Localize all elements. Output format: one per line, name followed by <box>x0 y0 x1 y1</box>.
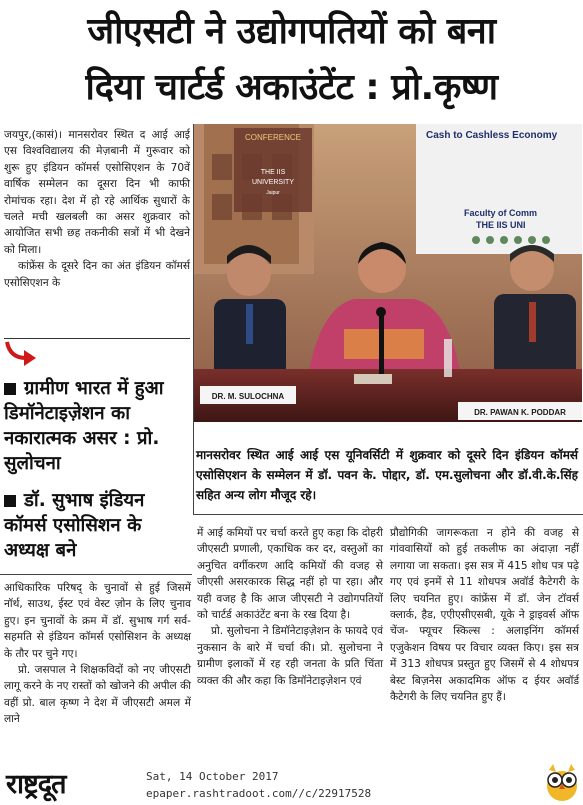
publication-date: Sat, 14 October 2017 <box>146 770 279 783</box>
subheading-rural-india-text: ग्रामीण भारत में हुआ डिमॉनेटाइज़ेशन का नकारात्मक असर : प्रो. सुलोचना <box>4 378 164 474</box>
section-divider <box>0 574 192 575</box>
screen-title-text: Cash to Cashless Economy <box>426 130 558 141</box>
curved-arrow-icon <box>4 338 42 368</box>
article-column-left <box>4 580 191 728</box>
paragraph: प्रौद्योगिकी जागरूकता न होने की वजह से गांववासियों को हुई तकलीफ का अंदाज़ा नहीं लगाया जा सकता। इस सत्र में 415 शोध पत्र पढ़े गए एवं इनमें से 11 शोधपत्र अवॉर्ड कैटेगरी के लिए चयनित हुए। कांफ्रेंस में डॉ. जेन टॉवर्स क्लार्क, हैड, एएीएसीएसबी, यूके ने ड्राइवर्स ऑफ चेंज- फ्यूचर स्किल्स : अलाइनिंग कॉमर्स एजुकेशन विषय पर विचार व्यक्त किए। इस सत्र में 313 शोधपत्र प्रस्तुत हुए जिसमें से 4 शोधपत्र बेस्ट बिज़नेस अकादमिक ऑफ द ईयर अवॉर्ड कैटेगरी के लिए चयनित हुए हैं। <box>390 527 579 704</box>
banner-university-text: UNIVERSITY <box>251 179 295 186</box>
banner-the-text: THE IIS <box>260 169 286 176</box>
article-column-middle <box>197 525 383 689</box>
paragraph: में आई कमियों पर चर्चा करते हुए कहा कि दोहरी जीएसटी प्रणाली, एकाधिक कर दर, वस्तुओं का अनुचित वर्गीकरण आदि कमियों की वजह से जीएसी असरकारक सिद्ध नहीं हो पा रहा। और यही वजह है कि आज जीएसटी ने उद्योगपतियों को चार्टर्ड अकाउंटेंट बना के रख दिया है। <box>197 527 383 622</box>
subheading-dr-subhash-text: डॉ. सुभाष इंडियन कॉमर्स एसोसिशन के अध्यक्ष बने <box>4 490 145 561</box>
paragraph: आधिकारिक परिषद् के चुनावों से हुई जिसमें नॉर्थ, साउथ, ईस्ट एवं वेस्ट ज़ोन के लिए चुनाव हुए। इन चुनावों के क्रम में डॉ. सुभाष गर्ग सर्व-सहमति से इंडियन कॉमर्स एसोसिशन के अध्यक्ष के तौर पर चुने गए। <box>4 582 191 660</box>
column-divider <box>193 124 194 514</box>
subheading-dr-subhash <box>4 488 192 563</box>
banner-conference-text: CONFERENCE <box>244 133 302 142</box>
screen-university-text: THE IIS UNI <box>476 220 526 230</box>
arrow-rule <box>4 338 190 339</box>
epaper-url[interactable]: epaper.rashtradoot.com//c/22917528 <box>146 787 372 800</box>
owl-mascot-icon <box>543 762 581 802</box>
intro-paragraph-2: कांफ्रेंस के दूसरे दिन का अंत इंडियन कॉमर्स एसोसिएशन के <box>4 260 190 289</box>
headline-line-1: जीएसटी ने उद्योगपतियों को बना <box>87 11 496 52</box>
subheading-rural-india <box>4 376 192 476</box>
section-divider <box>193 514 583 515</box>
paragraph: प्रो. सुलोचना ने डिमॉनेटाइज़ेशन के फायदे एवं नुकसान के बारे में चर्चा की। प्रो. सुलोचना ने ग्रामीण इलाकों में रह रही जनता के प्रति चिंता व्यक्त की और कहा कि डिमॉनेटाइज़ेशन एवं <box>197 625 383 687</box>
nameplate-right-text: DR. PAWAN K. PODDAR <box>474 408 566 417</box>
epaper-footer <box>0 760 583 805</box>
bullet-icon <box>4 495 16 507</box>
nameplate-left-text: DR. M. SULOCHNA <box>211 392 285 401</box>
intro-paragraph: जयपुर,(कासं)। मानसरोवर स्थित द आई आई एस विश्वविद्यालय की मेज़बानी में गुरूवार को शुरू हुए इंडियन कॉमर्स एसोसिएशन के 70वें वार्षिक सम्मेलन का दूसरा दिन भी काफी रोमांचक रहा। देश में हो रहे आर्थिक सुधारों के चलते मची खलबली का असर शुक्रवार को आयोजित सभी छह तकनीकी सत्रों में भी देखने को मिला। <box>4 129 190 256</box>
masthead-logo: राष्ट्रदूत <box>6 769 66 800</box>
conference-photo <box>194 124 582 422</box>
headline-line-2: दिया चार्टर्ड अकाउंटेंट : प्रो.कृष्ण <box>85 67 498 108</box>
banner-city-text: Jaipur <box>266 190 280 196</box>
screen-faculty-text: Faculty of Comm <box>464 208 538 218</box>
photo-caption: मानसरोवर स्थित आई आई एस यूनिवर्सिटी में शुक्रवार को दूसरे दिन इंडियन कॉमर्स एसोसिएशन के सम्मेलन में डॉ. पवन के. पोद्दार, डॉ. एम.सुलोचना और डॉ.वी.के.सिंह सहित अन्य लोग मौजूद रहे। <box>196 448 578 502</box>
bullet-icon <box>4 383 16 395</box>
paragraph: प्रो. जसपाल ने शिक्षकविदों को नए जीएसटी लागू करने के नए रास्तों को खोजने की अपील की वहीं प्रो. बाल कृष्ण ने देश में जीएसटी अमल में लाने <box>4 664 191 726</box>
article-column-right <box>390 525 579 705</box>
article-intro-column <box>4 127 190 291</box>
